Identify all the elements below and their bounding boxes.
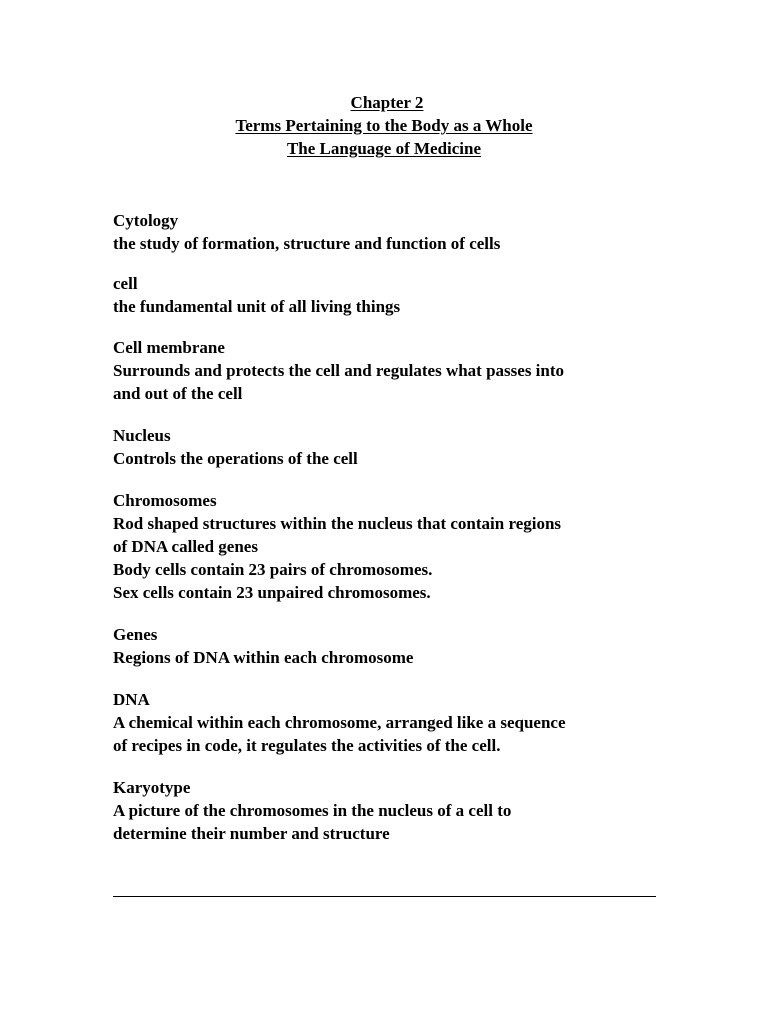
glossary-entry-dna — [113, 688, 673, 757]
entry-definition-line: Regions of DNA within each chromosome — [113, 648, 414, 667]
entry-term: Karyotype — [113, 778, 191, 797]
glossary-entry-cytology — [113, 209, 673, 255]
entry-definition-line: Rod shaped structures within the nucleus that contain regions — [113, 514, 562, 533]
glossary-entry-nucleus — [113, 424, 673, 470]
chapter-heading — [0, 91, 768, 114]
entry-definition-line: A picture of the chromosomes in the nucleus of a cell to — [113, 801, 512, 820]
glossary-entry-cell — [113, 272, 673, 318]
glossary-entry-karyotype — [113, 776, 673, 845]
entry-definition-line: the study of formation, structure and function of cells — [113, 234, 501, 253]
entry-definition-line: Body cells contain 23 pairs of chromosomes. — [113, 560, 433, 579]
document-title-text: Terms Pertaining to the Body as a Whole — [235, 116, 533, 135]
document-header — [0, 91, 768, 160]
entry-term: Nucleus — [113, 426, 171, 445]
entry-term: Genes — [113, 625, 158, 644]
entry-definition-line: A chemical within each chromosome, arranged like a sequence — [113, 713, 566, 732]
chapter-heading-text: Chapter 2 — [350, 93, 424, 112]
entry-definition-line: and out of the cell — [113, 384, 243, 403]
document-subtitle — [0, 137, 768, 160]
entry-term: Cell membrane — [113, 338, 225, 357]
entry-definition-line: Controls the operations of the cell — [113, 449, 358, 468]
glossary-entry-genes — [113, 623, 673, 669]
glossary-entry-cell-membrane — [113, 336, 673, 405]
glossary-entry-chromosomes — [113, 489, 673, 604]
entry-definition-line: Surrounds and protects the cell and regulates what passes into — [113, 361, 565, 380]
document-subtitle-text: The Language of Medicine — [286, 139, 482, 158]
entry-definition-line: the fundamental unit of all living things — [113, 297, 401, 316]
entry-definition-line: of DNA called genes — [113, 537, 258, 556]
entry-term: Chromosomes — [113, 491, 217, 510]
entry-definition-line: of recipes in code, it regulates the activities of the cell. — [113, 736, 501, 755]
glossary — [113, 209, 673, 860]
horizontal-rule — [113, 896, 656, 897]
entry-term: cell — [113, 274, 138, 293]
entry-definition-line: Sex cells contain 23 unpaired chromosomes. — [113, 583, 431, 602]
entry-term: Cytology — [113, 211, 179, 230]
entry-definition-line: determine their number and structure — [113, 824, 390, 843]
document-title — [0, 114, 768, 137]
entry-term: DNA — [113, 690, 150, 709]
